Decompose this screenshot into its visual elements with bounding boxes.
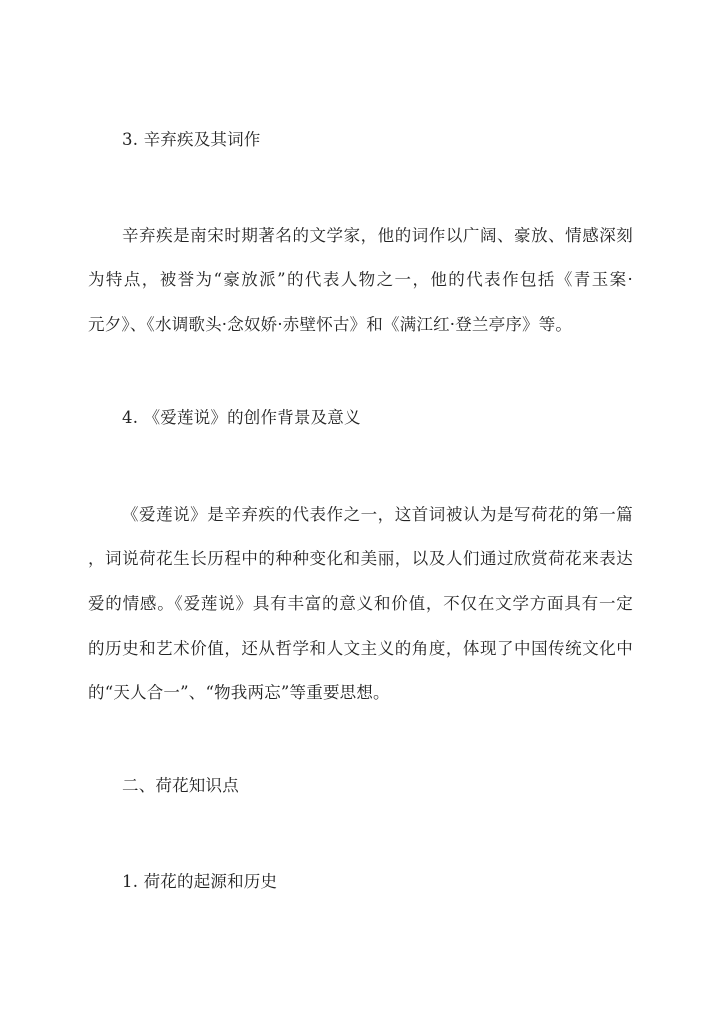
section-heading-3: 3. 辛弃疾及其词作 [122, 130, 261, 149]
part-heading-2: 二、荷花知识点 [122, 776, 239, 795]
paragraph-line: 《爱莲说》是辛弃疾的代表作之一，这首词被认为是写荷花的第一篇 [122, 505, 633, 524]
section-heading-1: 1. 荷花的起源和历史 [122, 872, 278, 891]
paragraph-line: 的历史和艺术价值，还从哲学和人文主义的角度，体现了中国传统文化中 [88, 639, 633, 658]
paragraph-line: 元夕》、《水调歌头·念奴娇·赤壁怀古》和《满江红·登兰亭序》等。 [88, 315, 573, 334]
paragraph-line: 辛弃疾是南宋时期著名的文学家，他的词作以广阔、豪放、情感深刻 [122, 226, 633, 245]
paragraph-line: ，词说荷花生长历程中的种种变化和美丽，以及人们通过欣赏荷花来表达 [88, 549, 633, 568]
paragraph-line: 的“天人合一”、“物我两忘”等重要思想。 [88, 683, 390, 702]
section-heading-4: 4. 《爱莲说》的创作背景及意义 [122, 408, 361, 427]
paragraph-line: 爱的情感。《爱莲说》具有丰富的意义和价值，不仅在文学方面具有一定 [88, 594, 633, 613]
paragraph-line: 为特点，被誉为“豪放派”的代表人物之一，他的代表作包括《青玉案· [88, 270, 633, 289]
